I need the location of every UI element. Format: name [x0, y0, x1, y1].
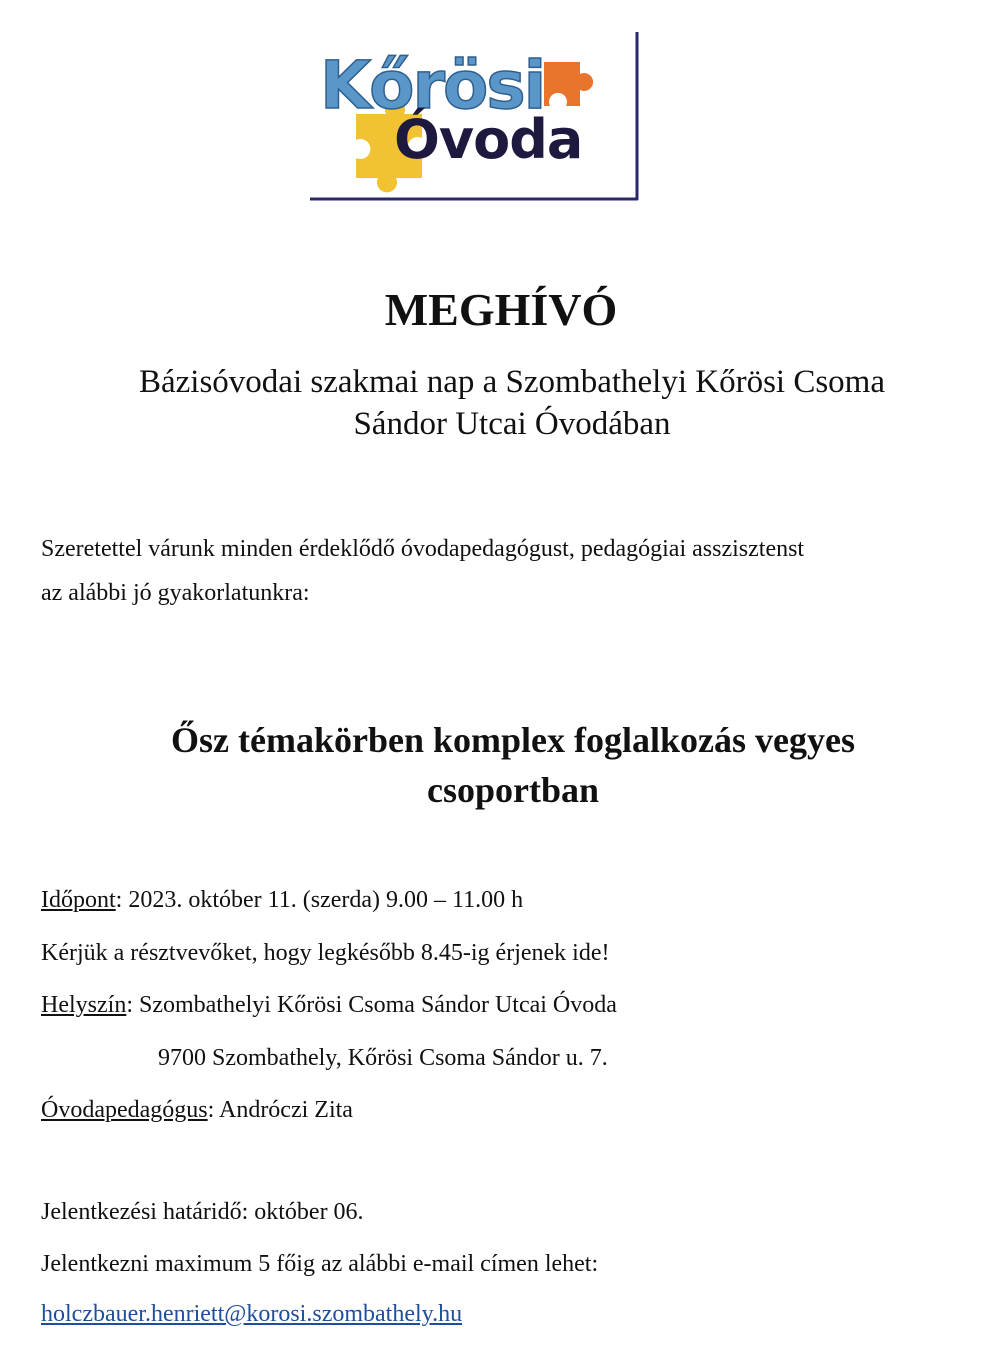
subtitle-line-2: Sándor Utcai Óvodában	[353, 406, 671, 442]
event-title-line-1: Ősz témakörben komplex foglalkozás vegyes	[171, 720, 855, 760]
document-subtitle	[60, 361, 964, 445]
time-row	[41, 884, 523, 916]
registration-note: Jelentkezni maximum 5 főig az alábbi e-mail címen lehet:	[41, 1251, 599, 1277]
registration-deadline: Jelentkezési határidő: október 06.	[41, 1199, 364, 1225]
intro-line-2: az alábbi jó gyakorlatunkra:	[41, 580, 310, 606]
event-title-line-2: csoportban	[426, 770, 600, 810]
location-row	[41, 989, 617, 1021]
intro-paragraph	[41, 527, 986, 615]
location-value: : Szombathelyi Kőrösi Csoma Sándor Utcai Óvoda	[126, 992, 617, 1018]
intro-line-1: Szeretettel várunk minden érdeklődő óvodapedagógust, pedagógiai asszisztenst	[41, 536, 805, 562]
teacher-label: Óvodapedagógus	[41, 1097, 208, 1123]
document-title: MEGHÍVÓ	[384, 284, 618, 335]
address: 9700 Szombathely, Kőrösi Csoma Sándor u. 7.	[158, 1045, 608, 1071]
teacher-row	[41, 1094, 353, 1126]
logo-text-line1: Kőrösi	[320, 47, 545, 124]
subtitle-line-1: Bázisóvodai szakmai nap a Szombathelyi Kőrösi Csoma	[138, 364, 885, 400]
logo-text-line2: Óvoda	[394, 108, 583, 171]
teacher-value: : Andróczi Zita	[207, 1097, 353, 1123]
korosi-ovoda-logo	[306, 28, 640, 202]
email-link[interactable]: holczbauer.henriett@korosi.szombathely.hu	[41, 1301, 463, 1327]
time-value: : 2023. október 11. (szerda) 9.00 – 11.00 h	[115, 887, 524, 913]
time-label: Időpont	[41, 887, 116, 913]
location-label: Helyszín	[41, 992, 127, 1018]
event-title	[40, 715, 986, 815]
arrival-note: Kérjük a résztvevőket, hogy legkésőbb 8.45-ig érjenek ide!	[41, 940, 610, 966]
